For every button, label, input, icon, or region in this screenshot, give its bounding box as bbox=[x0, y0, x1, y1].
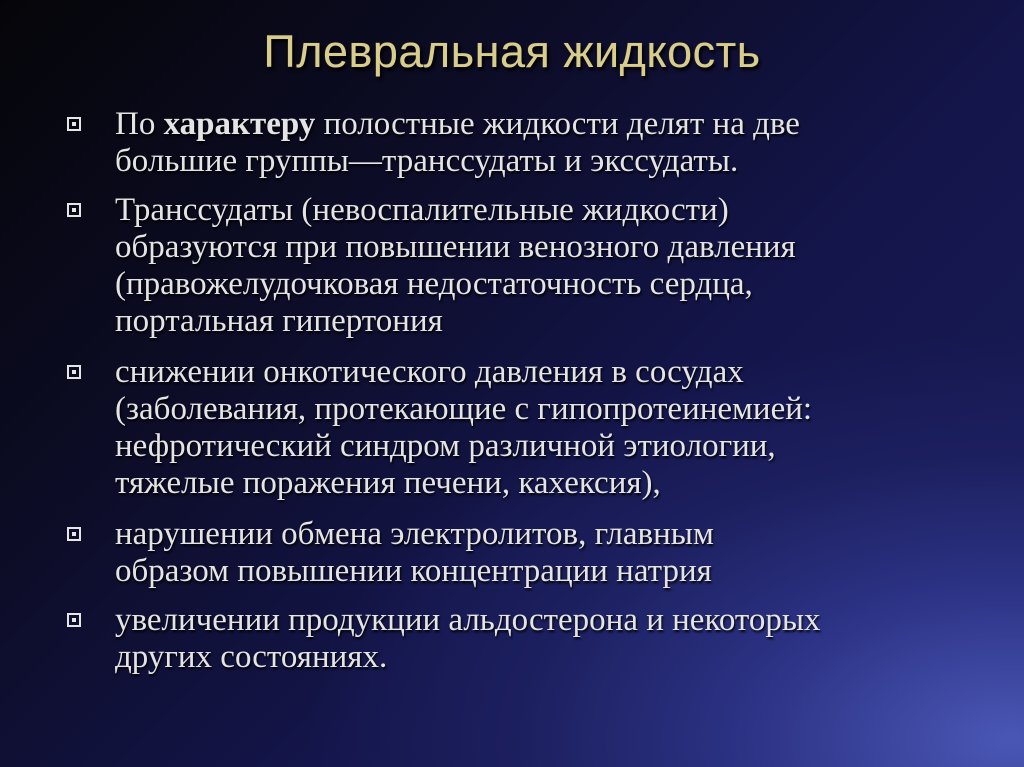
square-bullet-icon bbox=[67, 613, 81, 627]
text-run: полостные жидкости делят на две bbox=[315, 106, 800, 142]
bullet-line: (правожелудочковая недостаточность сердца, bbox=[115, 266, 753, 302]
bullet-text bbox=[115, 106, 995, 180]
bold-term: характеру bbox=[163, 106, 316, 142]
bullet-text bbox=[115, 192, 995, 340]
bullet-text bbox=[115, 354, 995, 502]
bullet-line: Транссудаты (невоспалительные жидкости) bbox=[115, 192, 729, 228]
bullet-line: других состояниях. bbox=[115, 639, 388, 675]
slide-title: Плевральная жидкость bbox=[263, 26, 761, 77]
bullet-line: образом повышении концентрации натрия bbox=[115, 553, 712, 589]
text-run: По bbox=[115, 106, 164, 142]
bullet-text bbox=[115, 516, 995, 590]
bullet-text bbox=[115, 602, 995, 676]
bullet-line: нефротический синдром различной этиологии, bbox=[115, 428, 776, 464]
bullet-line: тяжелые поражения печени, кахексия), bbox=[115, 465, 661, 501]
bullet-line: нарушении обмена электролитов, главным bbox=[115, 516, 714, 552]
square-bullet-icon bbox=[67, 117, 81, 131]
bullet-line: образуются при повышении венозного давления bbox=[115, 229, 796, 265]
bullet-line bbox=[115, 106, 995, 143]
square-bullet-icon bbox=[67, 527, 81, 541]
bullet-line: портальная гипертония bbox=[115, 303, 443, 339]
bullet-line: (заболевания, протекающие с гипопротеинемией: bbox=[115, 391, 813, 427]
square-bullet-icon bbox=[67, 203, 81, 217]
bullet-line: большие группы—транссудаты и экссудаты. bbox=[115, 143, 739, 179]
bullet-line: увеличении продукции альдостерона и некоторых bbox=[115, 602, 821, 638]
square-bullet-icon bbox=[67, 365, 81, 379]
bullet-line: снижении онкотического давления в сосудах bbox=[115, 354, 744, 390]
